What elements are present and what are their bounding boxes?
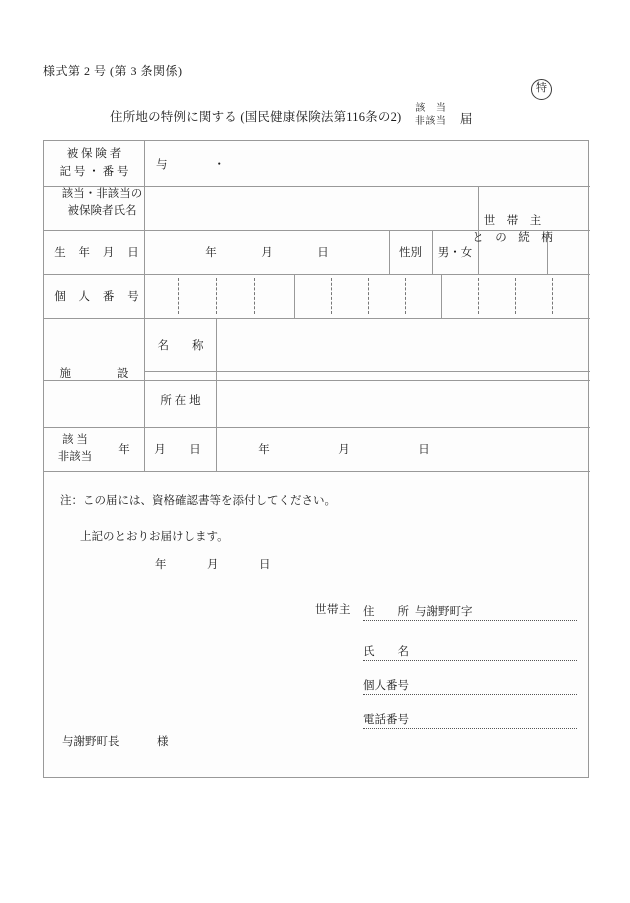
householder-relation-value[interactable] xyxy=(548,230,590,274)
gender-options[interactable]: 男・女 xyxy=(437,247,473,259)
status-label-not-applicable: 非該当 xyxy=(57,451,93,463)
signature-mynumber-label: 個人番号 xyxy=(363,680,409,692)
signature-address-value: 与謝野町字 xyxy=(415,606,473,618)
signature-address-label: 住 所 xyxy=(363,606,409,618)
insured-number-label xyxy=(44,141,144,186)
birthdate-day: 日 xyxy=(317,247,329,259)
insured-number-value[interactable]: 与 ・ xyxy=(156,158,225,171)
facility-address-value[interactable] xyxy=(222,372,590,427)
householder-signature-heading: 世帯主 xyxy=(315,604,351,616)
facility-label: 施 設 xyxy=(59,367,129,380)
my-number-value[interactable] xyxy=(145,274,590,318)
document-title-suffix: 届 xyxy=(459,112,473,126)
householder-relation-label xyxy=(472,186,553,274)
signature-name-row[interactable] xyxy=(363,639,577,661)
document-title-main: 住所地の特例に関する (国民健康保険法第116条の2) xyxy=(110,110,402,124)
declaration-date-month: 月 xyxy=(207,559,219,571)
declaration-date[interactable] xyxy=(155,556,271,572)
attachment-note: 注：この届には、資格確認書等を添付してください。 xyxy=(60,495,336,507)
status-date-value[interactable] xyxy=(224,427,474,471)
declaration-text: 上記のとおりお届けします。 xyxy=(80,531,229,543)
status-date-label-year: 年 xyxy=(118,444,130,456)
rule-v-status-date xyxy=(216,427,217,471)
signature-name-label: 氏 名 xyxy=(363,646,409,658)
status-date-value-month: 月 xyxy=(338,444,350,456)
declaration-date-year: 年 xyxy=(155,559,167,571)
special-stamp-icon: 特 xyxy=(531,79,552,100)
facility-name-label: 名 称 xyxy=(157,339,204,352)
insured-name-label-line2: 被保険者氏名 xyxy=(67,205,137,218)
rule-h7 xyxy=(44,471,590,472)
addressee-honorific: 様 xyxy=(157,736,169,748)
signature-phone-row[interactable] xyxy=(363,707,577,729)
addressee-line xyxy=(62,733,169,749)
insured-name-label xyxy=(44,186,152,230)
householder-relation-label-line1: 世 帯 主 xyxy=(483,214,542,227)
declaration-date-day: 日 xyxy=(259,559,271,571)
addressee-mayor: 与謝野町長 xyxy=(62,736,120,748)
signature-address-row[interactable] xyxy=(363,599,577,621)
householder-relation-label-line2: と の 続 柄 xyxy=(472,232,553,244)
title-choice-not-applicable: 非該当 xyxy=(414,115,447,127)
birthdate-value[interactable] xyxy=(145,230,389,274)
facility-name-value[interactable] xyxy=(222,318,590,371)
document-title-choice xyxy=(411,103,450,128)
status-label xyxy=(44,427,106,471)
status-date-value-year: 年 xyxy=(258,444,270,456)
status-date-label-month: 月 xyxy=(154,444,166,456)
insured-number-label-line2: 記 号 ・ 番 号 xyxy=(59,165,129,178)
status-date-label xyxy=(106,427,216,471)
birthdate-label: 生 年 月 日 xyxy=(54,247,144,259)
rule-v-facility-sub xyxy=(216,318,217,427)
insured-name-label-line1: 該当・非該当の xyxy=(61,188,143,200)
birthdate-year: 年 xyxy=(205,247,217,259)
status-date-label-day: 日 xyxy=(189,444,201,456)
birthdate-month: 月 xyxy=(261,247,273,259)
insured-name-value[interactable] xyxy=(152,186,474,230)
gender-label: 性別 xyxy=(399,247,422,259)
my-number-label: 個 人 番 号 xyxy=(54,291,144,303)
form-number-label: 様式第 2 号 (第 3 条関係) xyxy=(43,64,183,78)
title-choice-applicable: 該 当 xyxy=(415,103,450,114)
document-title xyxy=(110,104,472,128)
signature-phone-label: 電話番号 xyxy=(363,714,409,726)
facility-address-label: 所 在 地 xyxy=(160,394,201,407)
status-label-applicable: 該 当 xyxy=(62,433,88,446)
status-date-value-day: 日 xyxy=(418,444,430,456)
insured-number-label-line1: 被 保 険 者 xyxy=(66,148,122,161)
signature-mynumber-row[interactable] xyxy=(363,673,577,695)
